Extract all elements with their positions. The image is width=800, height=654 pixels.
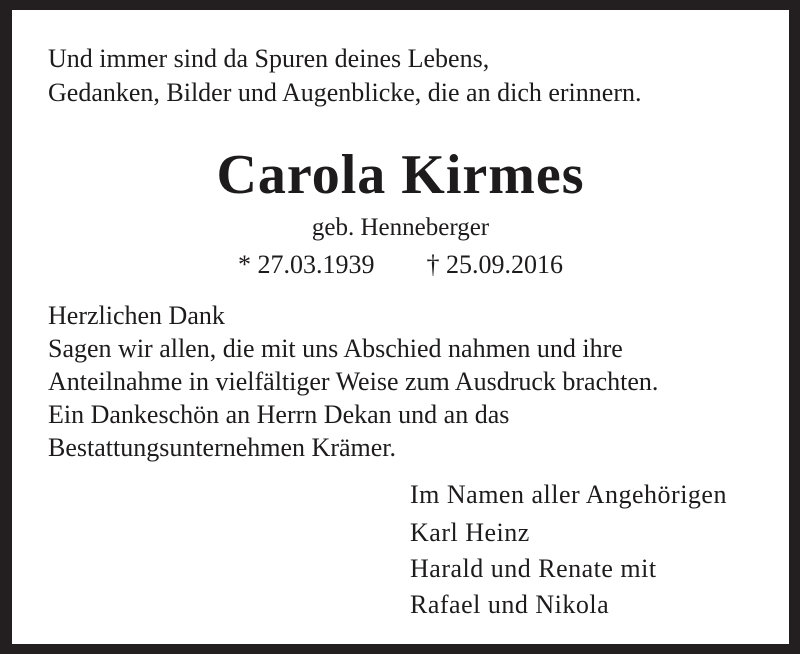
death-date-value: 25.09.2016 [446, 250, 563, 279]
maiden-name: geb. Henneberger [311, 214, 490, 241]
birth-date-value: 27.03.1939 [257, 250, 375, 279]
thanks-line: Sagen wir allen, die mit uns Abschied nahmen und ihre [48, 334, 623, 363]
life-dates [12, 249, 789, 281]
death-date [427, 249, 564, 281]
signature-name: Rafael und Nikola [410, 590, 610, 619]
signature-block [410, 477, 789, 623]
signature-name: Karl Heinz [410, 518, 530, 547]
thanks-line: Bestattungsunternehmen Krämer. [48, 433, 397, 462]
thanks-line: Ein Dankeschön an Herrn Dekan und an das [48, 400, 510, 429]
signature-lead: Im Namen aller Angehörigen [410, 480, 727, 509]
verse-line: Gedanken, Bilder und Augenblicke, die an dich erinnern. [48, 78, 642, 107]
birth-date [238, 249, 375, 281]
signature-name: Harald und Renate mit [410, 554, 657, 583]
thanks-line: Anteilnahme in vielfältiger Weise zum Ausdruck brachten. [48, 367, 659, 396]
opening-verse [48, 42, 789, 110]
deceased-name: Carola Kirmes [216, 144, 585, 206]
death-symbol: † [426, 250, 440, 279]
thanks-paragraph [48, 299, 769, 464]
birth-symbol: * [238, 250, 251, 279]
thanks-line: Herzlichen Dank [48, 301, 225, 330]
verse-line: Und immer sind da Spuren deines Lebens, [48, 44, 490, 73]
